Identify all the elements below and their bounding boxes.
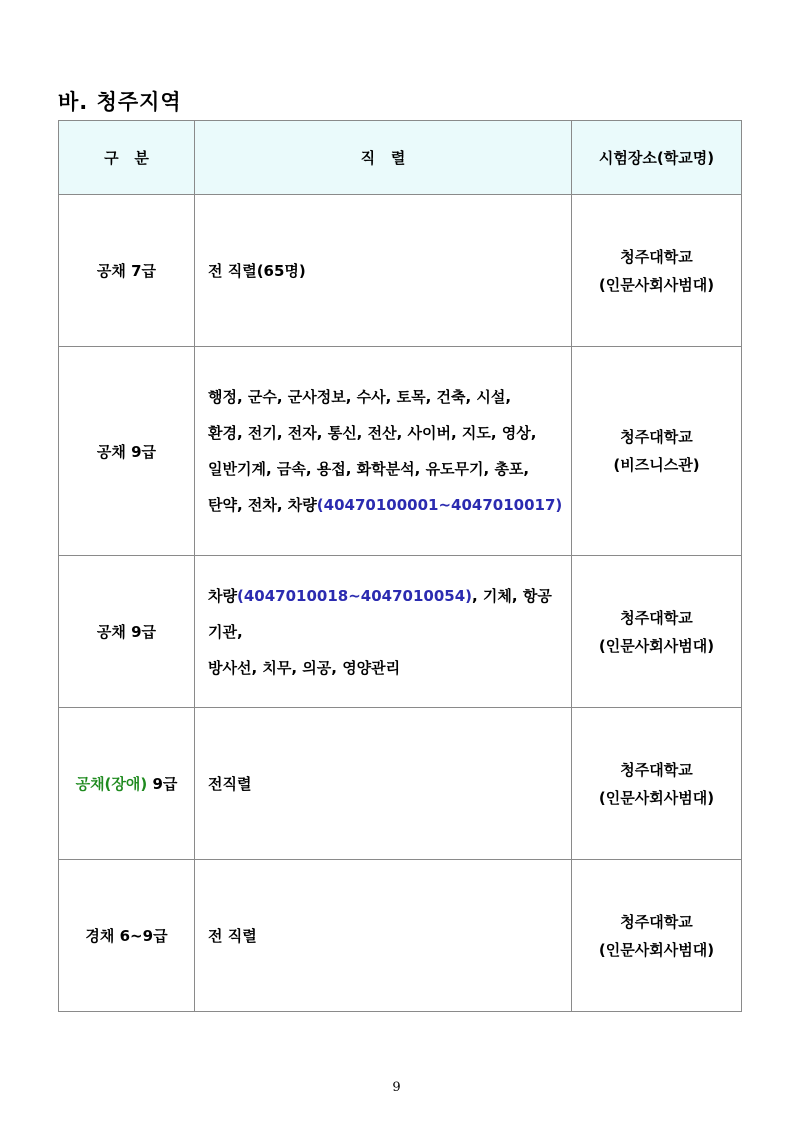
- position-cell: [195, 347, 572, 556]
- position-text: 차량: [208, 586, 237, 605]
- header-position: 직 렬: [195, 121, 572, 195]
- venue-cell: [572, 556, 742, 708]
- category-grade: 9급: [147, 775, 178, 793]
- position-line: 일반기계, 금속, 용접, 화학분석, 유도무기, 총포,: [208, 460, 530, 478]
- table-row: [59, 347, 742, 556]
- table-row: [59, 708, 742, 860]
- position-line: [208, 578, 563, 650]
- number-range: (40470100001~4047010017): [316, 496, 563, 514]
- exam-venue-table: [58, 120, 742, 1012]
- venue-building: (인문사회사범대): [598, 275, 715, 294]
- venue-building: (인문사회사범대): [598, 788, 715, 807]
- position-line: [208, 487, 563, 523]
- position-cell: [195, 556, 572, 708]
- category-cell: 공채 7급: [59, 195, 195, 347]
- position-line: 방사선, 치무, 의공, 영양관리: [208, 658, 401, 677]
- venue-building: (인문사회사범대): [598, 636, 715, 655]
- number-range: (4047010018~4047010054): [236, 586, 473, 605]
- category-cell: 공채 9급: [59, 347, 195, 556]
- venue-name: 청주대학교: [620, 760, 693, 779]
- page-number: 9: [392, 1080, 401, 1095]
- venue-name: 청주대학교: [620, 247, 693, 266]
- position-cell: 전직렬: [195, 708, 572, 860]
- header-category: 구 분: [59, 121, 195, 195]
- position-cell: 전 직렬: [195, 860, 572, 1012]
- position-text: , 기체, 항공기관,: [208, 586, 552, 641]
- venue-cell: [572, 860, 742, 1012]
- header-venue: 시험장소(학교명): [572, 121, 742, 195]
- venue-cell: [572, 195, 742, 347]
- table-row: [59, 860, 742, 1012]
- venue-building: (인문사회사범대): [598, 940, 715, 959]
- table-header-row: [59, 121, 742, 195]
- category-cell: 공채 9급: [59, 556, 195, 708]
- category-cell: [59, 708, 195, 860]
- position-text: 탄약, 전차, 차량: [208, 496, 317, 514]
- position-cell: 전 직렬(65명): [195, 195, 572, 347]
- category-highlight: 공채(장애): [75, 775, 148, 793]
- venue-name: 청주대학교: [620, 608, 693, 627]
- position-line: 행정, 군수, 군사정보, 수사, 토목, 건축, 시설,: [208, 388, 512, 406]
- venue-name: 청주대학교: [620, 428, 693, 446]
- position-line: 환경, 전기, 전자, 통신, 전산, 사이버, 지도, 영상,: [208, 424, 537, 442]
- category-cell: 경채 6~9급: [59, 860, 195, 1012]
- table-row: [59, 556, 742, 708]
- venue-cell: [572, 347, 742, 556]
- venue-building: (비즈니스관): [613, 456, 700, 474]
- venue-cell: [572, 708, 742, 860]
- venue-name: 청주대학교: [620, 912, 693, 931]
- table-row: [59, 195, 742, 347]
- section-heading: 바. 청주지역: [58, 90, 182, 114]
